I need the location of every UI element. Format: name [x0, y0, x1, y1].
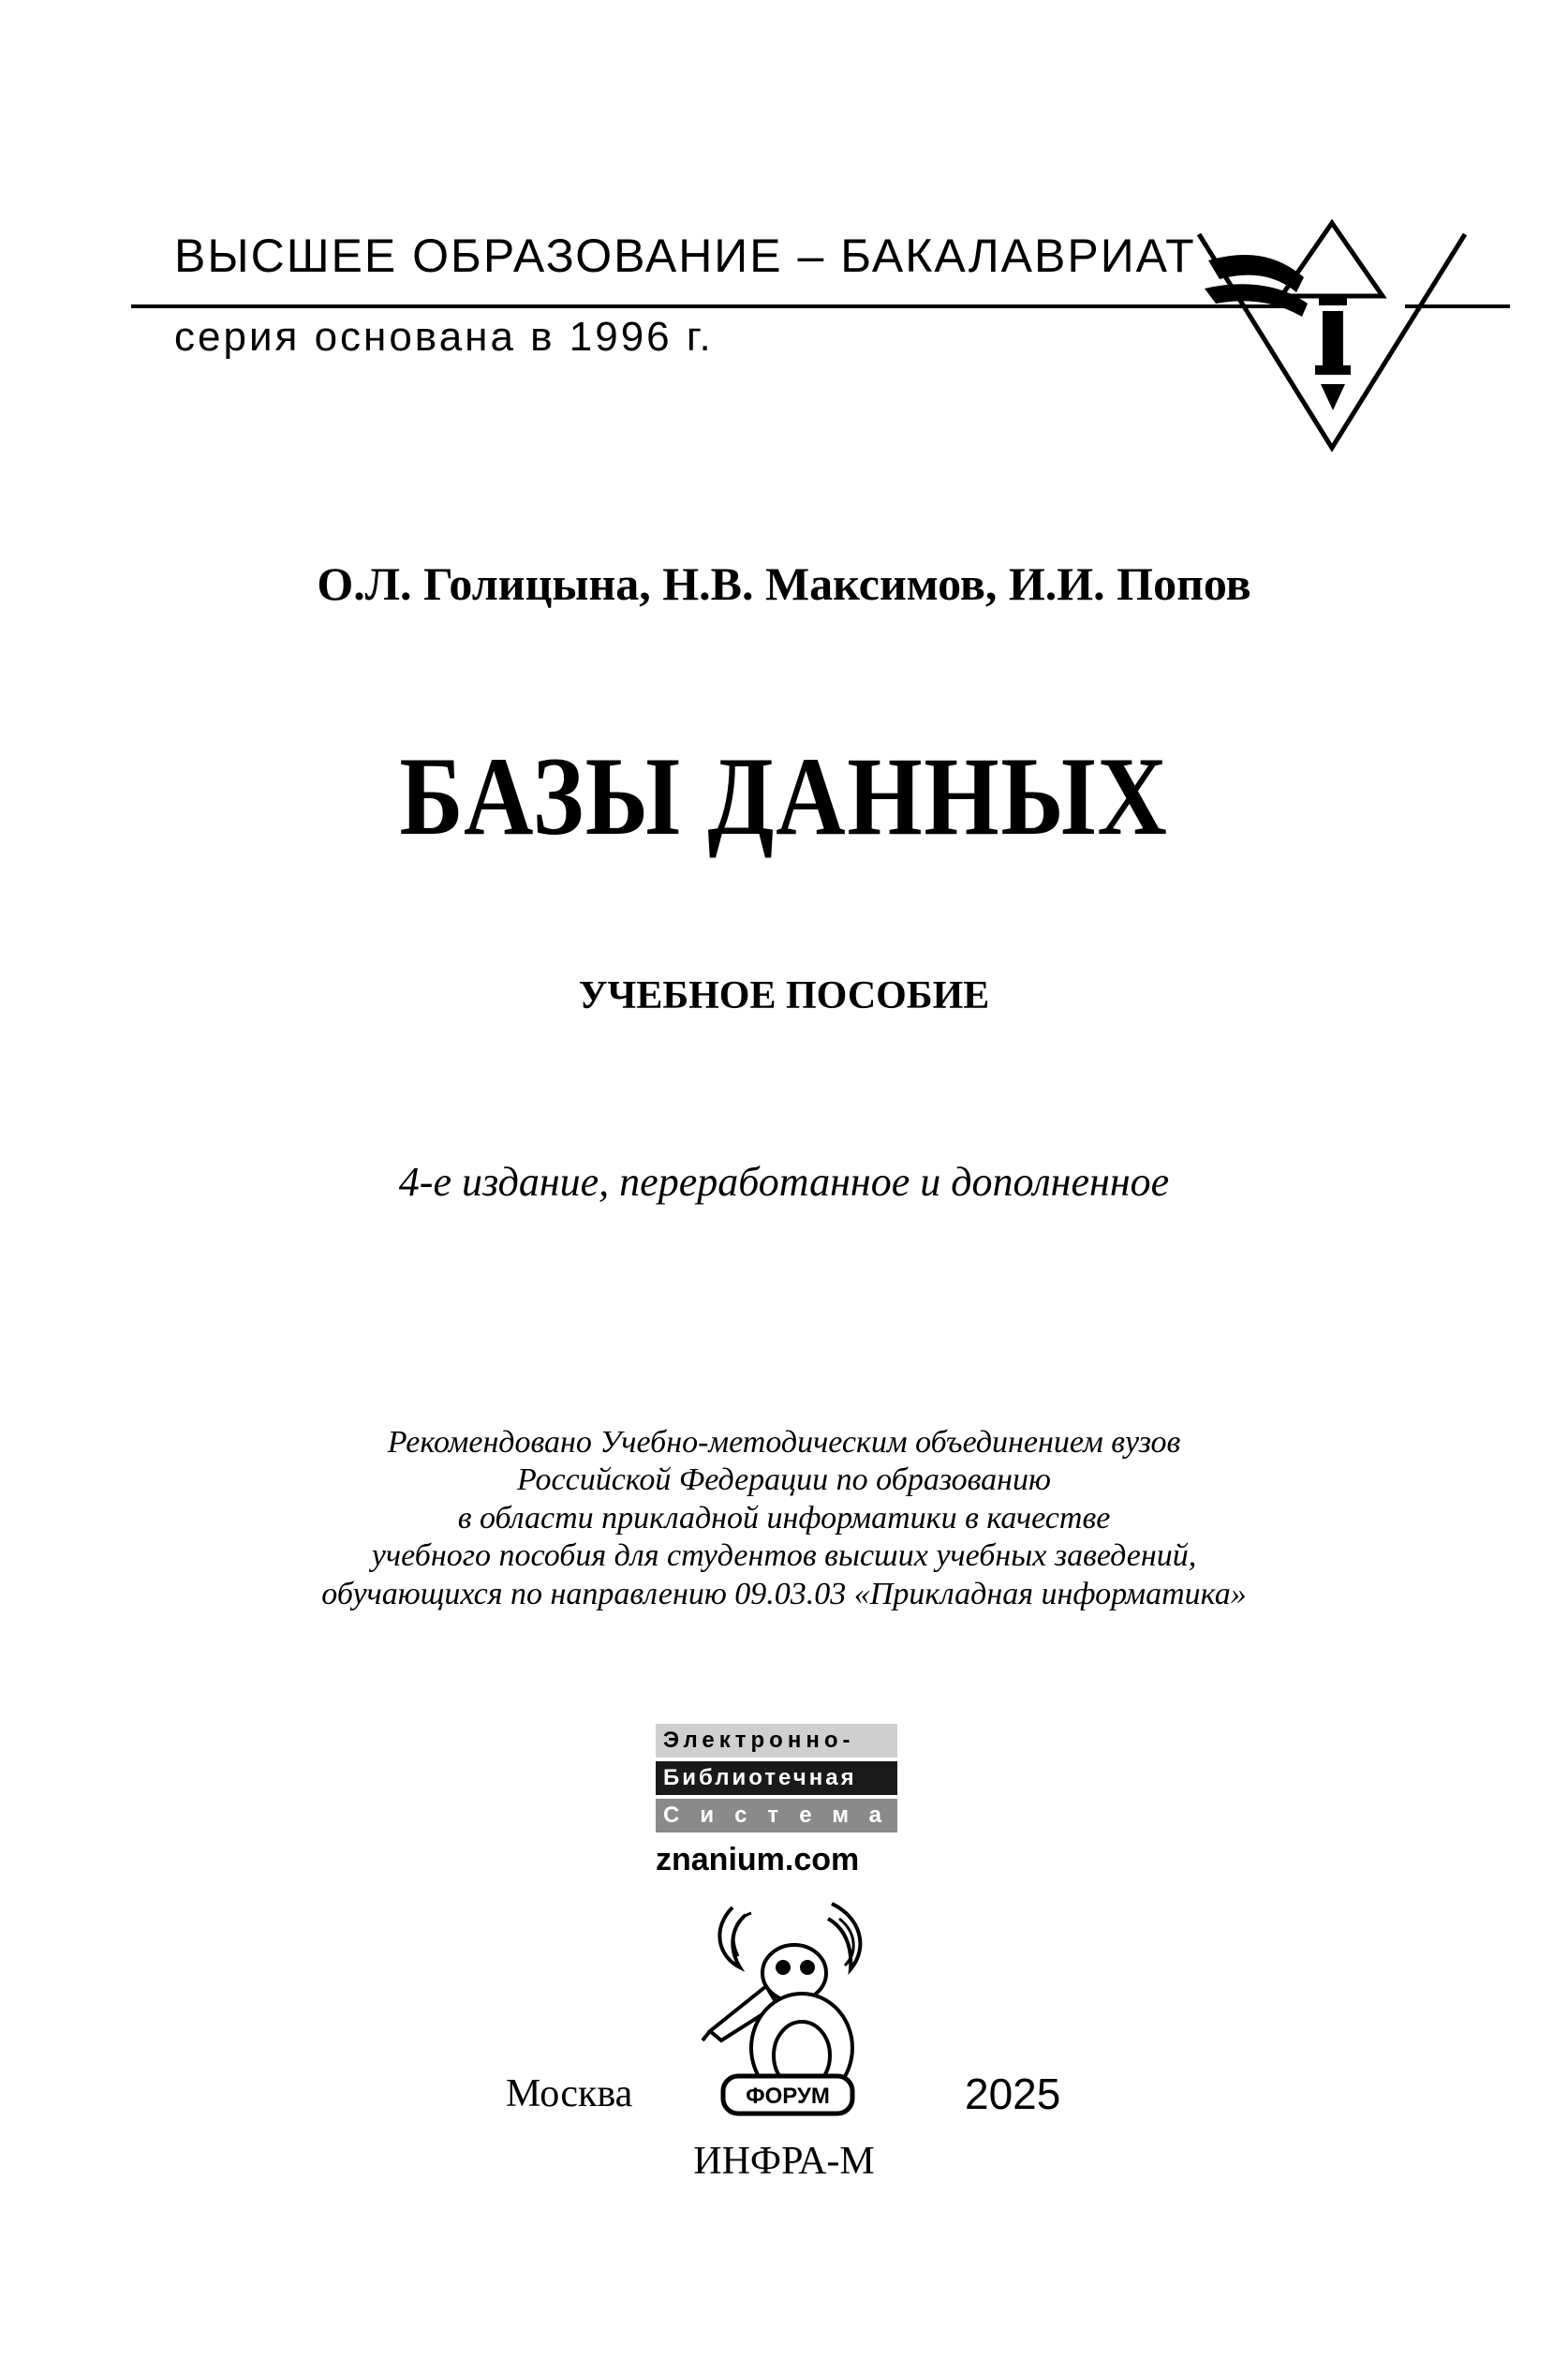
ebs-line-2: Библиотечная [656, 1761, 897, 1795]
ebs-site: znanium.com [656, 1842, 860, 1877]
ebs-line-1: Электронно- [656, 1724, 897, 1758]
ebs-badge [656, 1724, 903, 1836]
book-type: УЧЕБНОЕ ПОСОБИЕ [578, 974, 990, 1017]
imprint-year: 2025 [965, 2070, 1061, 2118]
forum-logo [719, 2072, 856, 2117]
publisher-name: ИНФРА-М [693, 2140, 875, 2183]
series-divider [131, 304, 1285, 308]
recommendation-note [0, 1424, 1568, 1613]
authors: О.Л. Голицына, Н.В. Максимов, И.И. Попов [317, 557, 1251, 610]
recommendation-line: учебного пособия для студентов высших учебных заведений, [371, 1538, 1197, 1574]
recommendation-line: обучающихся по направлению 09.03.03 «Прикладная информатика» [321, 1576, 1247, 1611]
book-title: БАЗЫ ДАННЫХ [399, 734, 1169, 858]
recommendation-line: Российской Федерации по образованию [516, 1462, 1052, 1498]
series-founded: серия основана в 1996 г. [174, 314, 714, 360]
series-emblem-icon [1191, 206, 1472, 453]
forum-logo-text: ФОРУМ [746, 2084, 830, 2109]
recommendation-line: Рекомендовано Учебно-методическим объединением вузов [387, 1425, 1181, 1460]
series-title: ВЫСШЕЕ ОБРАЗОВАНИЕ – БАКАЛАВРИАТ [174, 230, 1196, 282]
ebs-line-3: Система [656, 1799, 897, 1832]
edition-note: 4-е издание, переработанное и дополненное [398, 1159, 1170, 1205]
recommendation-line: в области прикладной информатики в качестве [457, 1500, 1111, 1536]
imprint-city: Москва [506, 2072, 633, 2115]
